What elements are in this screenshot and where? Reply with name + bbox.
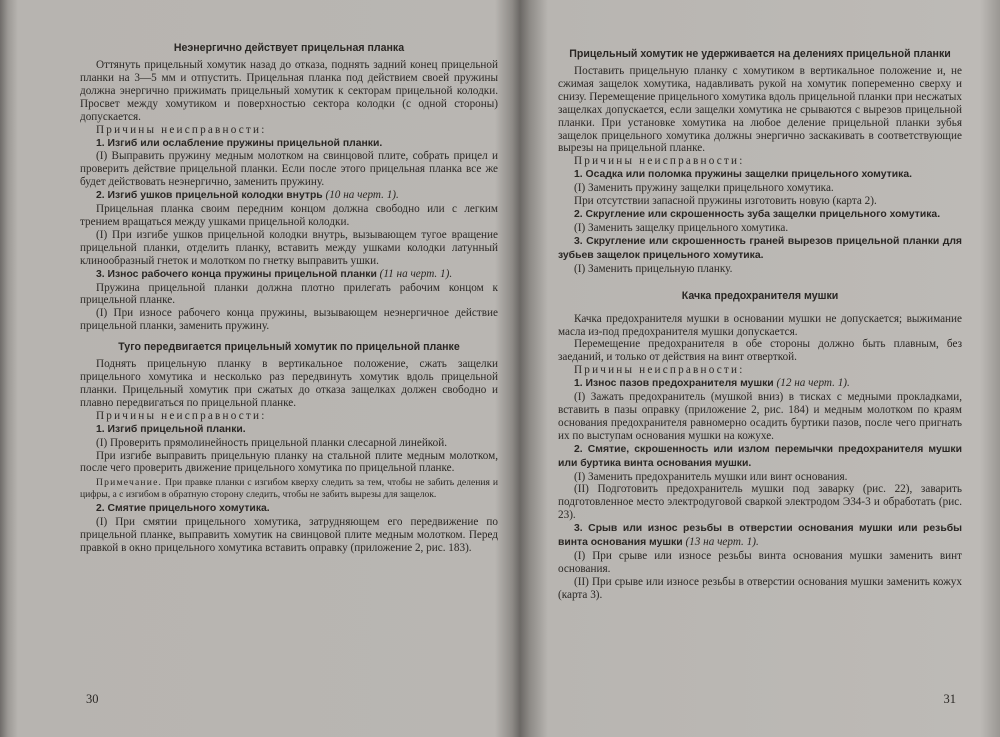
cause-title: 2. Изгиб ушков прицельной колодки внутрь: [96, 190, 323, 202]
cause-item: [80, 268, 498, 282]
cause-title: 3. Скругление или скрошенность граней вырезов прицельной планки для зубьев защелок прицельного хомутика.: [558, 235, 962, 261]
note-text: При правке планки с изгибом кверху следить за тем, чтобы не забить деления и цифры, а с изгибом в обратную сторону следить, чтобы не забить вырезы для защелок.: [80, 477, 498, 500]
cause-title: 3. Срыв или износ резьбы в отверстии основания мушки или резьбы винта основания мушки: [558, 523, 962, 549]
section-heading: Неэнергично действует прицельная планка: [173, 42, 405, 54]
cause-reference: (13 на черт. 1).: [685, 536, 759, 549]
paragraph: Перемещение предохранителя в обе стороны должно быть плавным, без заеданий, и только от действия на винт отверткой.: [558, 338, 962, 364]
cause-item: [80, 502, 498, 516]
cause-reference: (10 на черт. 1).: [325, 189, 399, 202]
section-heading: Прицельный хомутик не удерживается на делениях прицельной планки: [569, 48, 951, 60]
cause-item: [558, 208, 962, 222]
cause-item: [80, 423, 498, 437]
causes-label: Причины неисправности:: [96, 123, 267, 136]
paragraph: Поднять прицельную планку в вертикальное положение, сжать защелки прицельного хомутика и несколько раз передвинуть хомутик вдоль прицельной планки. Прицельный хомутик при сжатых до отказа защелках должен свободно и плавно передвигаться по прицельной планке.: [80, 358, 498, 409]
cause-reference: (12 на черт. 1).: [776, 377, 850, 390]
left-page: [28, 0, 510, 737]
cause-item: [558, 377, 962, 391]
paragraph: При отсутствии запасной пружины изготовить новую (карта 2).: [574, 195, 877, 208]
paragraph: Пружина прицельной планки должна плотно прилегать рабочим концом к прицельной планке.: [80, 281, 498, 307]
cause-title: 3. Износ рабочего конца пружины прицельной планки: [96, 268, 377, 280]
cause-title: 1. Изгиб прицельной планки.: [96, 423, 246, 435]
remedy-text: (I) Выправить пружину медным молотком на свинцовой плите, собрать прицел и проверить действие прицельной планки. Если после этого прицельная планка все же будет действовать неэнергично, заменить пружину.: [80, 150, 498, 189]
note-label: Примечание.: [96, 477, 163, 489]
remedy-text: (I) Заменить прицельную планку.: [574, 262, 733, 275]
cause-reference: (11 на черт. 1).: [379, 267, 453, 280]
cause-title: 2. Скругление или скрошенность зуба защелки прицельного хомутика.: [574, 209, 941, 221]
cause-item: [80, 137, 498, 151]
remedy-text: (II) Подготовить предохранитель мушки под заварку (рис. 22), заварить подготовленное место электродуговой сваркой электродом Э34-3 и обработать (рис. 23).: [558, 483, 962, 522]
paragraph: При изгибе выправить прицельную планку на стальной плите медным молотком, после чего проверить движение прицельного хомутика по прицельной планке.: [80, 449, 498, 475]
cause-title: 2. Смятие прицельного хомутика.: [96, 503, 270, 515]
cause-item: [558, 168, 962, 182]
paragraph: Оттянуть прицельный хомутик назад до отказа, поднять задний конец прицельной планки на 3—5 мм и отпустить. Прицельная планка под действием своей пружины должна энергично прижимать прицельный хомутик к секторам прицельной колодки. Просвет между хомутиком и поверхностью сектора колодки (с одной стороны) допускается.: [80, 59, 498, 123]
section-heading: Качка предохранителя мушки: [681, 289, 839, 302]
right-page: [530, 0, 1000, 737]
paragraph: Качка предохранителя мушки в основании мушки не допускается; выжимание масла из-под предохранителя мушки допускается.: [558, 312, 962, 338]
cause-title: 1. Осадка или поломка пружины защелки прицельного хомутика.: [574, 169, 912, 181]
remedy-text: (I) Заменить защелку прицельного хомутика.: [574, 221, 789, 234]
cause-item: [80, 189, 498, 203]
paragraph: Прицельная планка своим передним концом должна свободно или с легким трением вращаться между ушками прицельной колодки.: [80, 203, 498, 228]
remedy-text: (I) При смятии прицельного хомутика, затрудняющем его передвижение по прицельной планке, выправить хомутик на свинцовой плите медным молотком. Перед правкой в окно прицельного хомутика вставить оправку (приложение 2, рис. 183).: [80, 516, 498, 554]
causes-label: Причины неисправности:: [574, 364, 745, 377]
remedy-text: (I) При изгибе ушков прицельной колодки внутрь, вызывающем тугое вращение прицельной планки, отделить планку, вставить между ушками колодки латунный клинообразный гнеток и молотком по гнетку выправить ушки.: [80, 228, 498, 267]
remedy-text: (I) При срыве или износе резьбы винта основания мушки заменить винт основания.: [558, 550, 962, 575]
remedy-text: (II) При срыве или износе резьбы в отверстии основания мушки заменить кожух (карта 3).: [558, 575, 962, 601]
page-number: 31: [943, 692, 956, 706]
paragraph: Поставить прицельную планку с хомутиком в вертикальное положение и, не сжимая защелок хомутика, надавливать рукой на хомутик попеременно сверху и снизу. Перемещение прицельного хомутика вдоль прицельной планки при несжатых защелках допускается, если защелки хомутика не срываются с вырезов прицельной планки. При установке хомутика на любое деление прицельной планки зубья защелок прицельного хомутика должны энергично заскакивать в соответствующие вырезы на прицельной планке.: [558, 65, 962, 155]
section-heading: Туго передвигается прицельный хомутик по прицельной планке: [118, 341, 460, 354]
cause-item: [558, 443, 962, 471]
remedy-text: (I) При износе рабочего конца пружины, вызывающем неэнергичное действие прицельной планки, заменить пружину.: [80, 307, 498, 333]
cause-title: 1. Износ пазов предохранителя мушки: [574, 378, 774, 390]
cause-item: [558, 235, 962, 263]
remedy-text: (I) Зажать предохранитель (мушкой вниз) в тисках с медными прокладками, вставить в пазы оправку (приложение 2, рис. 184) и медным молотком по краям основания предохранителя равномерно осадить буртики пазов, после чего пригнать их по выступам основания мушки на кожухе.: [558, 391, 962, 442]
cause-item: [558, 522, 962, 550]
causes-label: Причины неисправности:: [574, 155, 745, 168]
note: [80, 477, 498, 500]
causes-label: Причины неисправности:: [96, 409, 267, 422]
cause-title: 2. Смятие, скрошенность или излом перемычки предохранителя мушки или буртика винта основания мушки.: [558, 443, 962, 469]
remedy-text: (I) Заменить предохранитель мушки или винт основания.: [574, 470, 848, 483]
page-number: 30: [86, 692, 99, 706]
remedy-text: (I) Проверить прямолинейность прицельной планки слесарной линейкой.: [96, 436, 448, 449]
remedy-text: (I) Заменить пружину защелки прицельного хомутика.: [574, 182, 834, 195]
cause-title: 1. Изгиб или ослабление пружины прицельной планки.: [96, 137, 383, 149]
